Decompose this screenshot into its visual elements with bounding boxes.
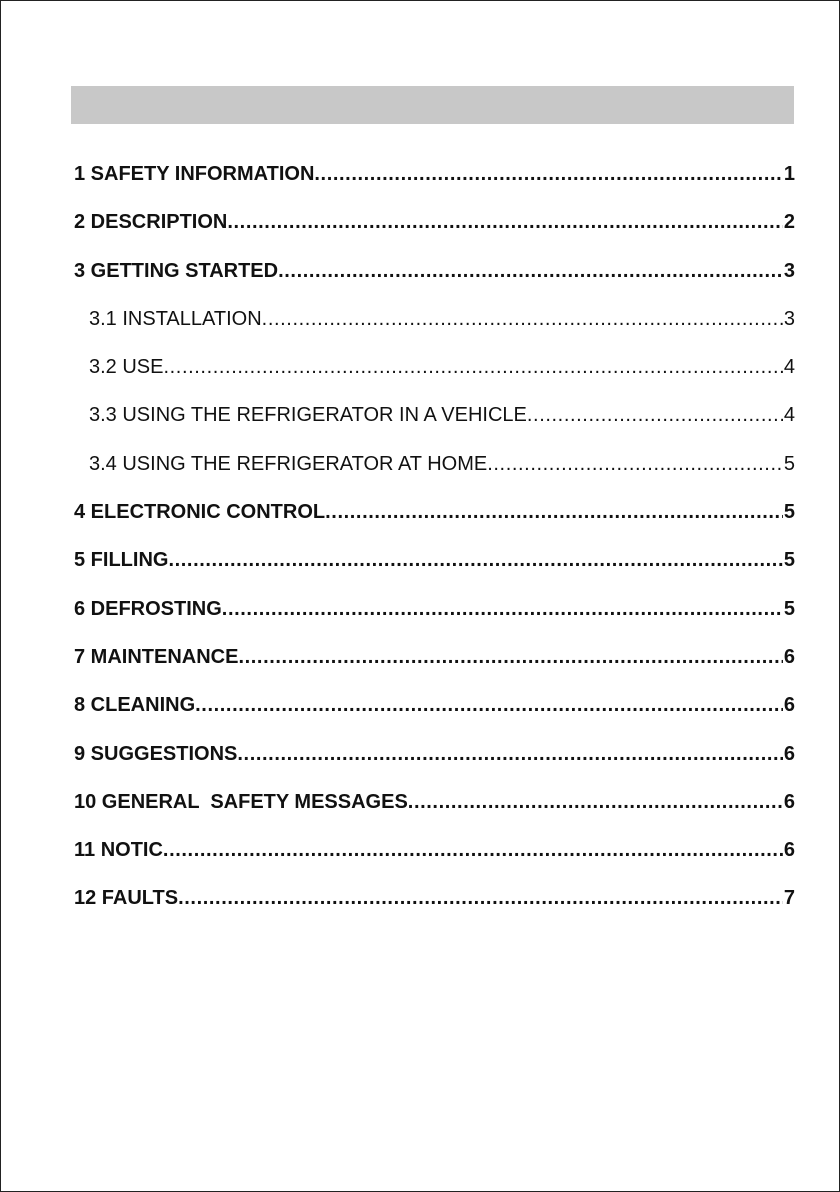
toc-page-number: 5 [783, 549, 795, 572]
toc-dot-leader [237, 730, 783, 778]
toc-dot-leader [163, 343, 782, 391]
toc-entry-label: 3.2 USE [89, 356, 164, 379]
toc-dot-leader [487, 440, 783, 488]
toc-entry-label: 11 NOTIC [74, 839, 163, 862]
toc-entry-electronic-control[interactable] [74, 488, 798, 536]
toc-entry-label: 3.3 USING THE REFRIGERATOR IN A VEHICLE [89, 404, 527, 427]
toc-dot-leader [527, 391, 783, 439]
toc-entry-label: 4 ELECTRONIC CONTROL [74, 501, 326, 524]
toc-entry-maintenance[interactable] [74, 633, 798, 681]
toc-page-number: 6 [783, 645, 795, 668]
toc-dot-leader [163, 826, 783, 874]
toc-entry-general-safety-messages[interactable] [74, 778, 798, 826]
toc-page-number: 2 [783, 211, 795, 234]
toc-dot-leader [238, 633, 782, 681]
toc-page-number: 5 [783, 452, 795, 475]
toc-entry-notic[interactable] [74, 826, 798, 874]
header-bar [71, 86, 794, 124]
toc-entry-label: 3 GETTING STARTED [74, 259, 279, 282]
toc-page-number: 5 [783, 597, 795, 620]
toc-entry-label: 9 SUGGESTIONS [74, 742, 238, 765]
toc-dot-leader [227, 198, 783, 246]
toc-entry-faults[interactable] [74, 874, 798, 922]
toc-entry-use[interactable] [74, 343, 798, 391]
toc-entry-description[interactable] [74, 198, 798, 246]
toc-entry-label: 12 FAULTS [74, 887, 179, 910]
toc-page-number: 3 [783, 307, 795, 330]
toc-page-number: 4 [783, 404, 795, 427]
toc-entry-installation[interactable] [74, 295, 798, 343]
table-of-contents [74, 150, 798, 923]
toc-entry-using-at-home[interactable] [74, 440, 798, 488]
toc-entry-label: 6 DEFROSTING [74, 597, 222, 620]
toc-page-number: 3 [783, 259, 795, 282]
toc-entry-label: 1 SAFETY INFORMATION [74, 163, 315, 185]
toc-entry-label: 7 MAINTENANCE [74, 645, 239, 668]
toc-dot-leader [278, 247, 783, 295]
toc-entry-label: 5 FILLING [74, 549, 169, 572]
toc-entry-using-in-vehicle[interactable] [74, 391, 798, 439]
toc-entry-label: 3.4 USING THE REFRIGERATOR AT HOME [89, 452, 488, 475]
toc-page-number: 5 [783, 501, 795, 524]
toc-entry-filling[interactable] [74, 536, 798, 584]
toc-page-number: 6 [783, 790, 795, 813]
toc-entry-safety-information[interactable] [74, 150, 798, 198]
toc-page-number: 6 [783, 694, 795, 717]
toc-dot-leader [408, 778, 783, 826]
toc-dot-leader [325, 488, 783, 536]
toc-entry-defrosting[interactable] [74, 585, 798, 633]
toc-page-number: 1 [783, 163, 795, 185]
toc-entry-label: 2 DESCRIPTION [74, 211, 228, 234]
toc-dot-leader [195, 681, 783, 729]
toc-dot-leader [314, 150, 782, 198]
toc-dot-leader [262, 295, 783, 343]
toc-entry-label: 8 CLEANING [74, 694, 196, 717]
toc-page-number: 6 [783, 742, 795, 765]
toc-entry-getting-started[interactable] [74, 247, 798, 295]
toc-dot-leader [168, 536, 782, 584]
toc-entry-label: 10 GENERAL SAFETY MESSAGES [74, 790, 408, 813]
toc-entry-label: 3.1 INSTALLATION [89, 307, 262, 330]
toc-entry-cleaning[interactable] [74, 681, 798, 729]
toc-entry-suggestions[interactable] [74, 730, 798, 778]
toc-dot-leader [178, 874, 783, 922]
toc-dot-leader [222, 585, 783, 633]
toc-page-number: 7 [783, 887, 795, 910]
toc-page-number: 6 [783, 839, 795, 862]
toc-page-number: 4 [783, 356, 795, 379]
